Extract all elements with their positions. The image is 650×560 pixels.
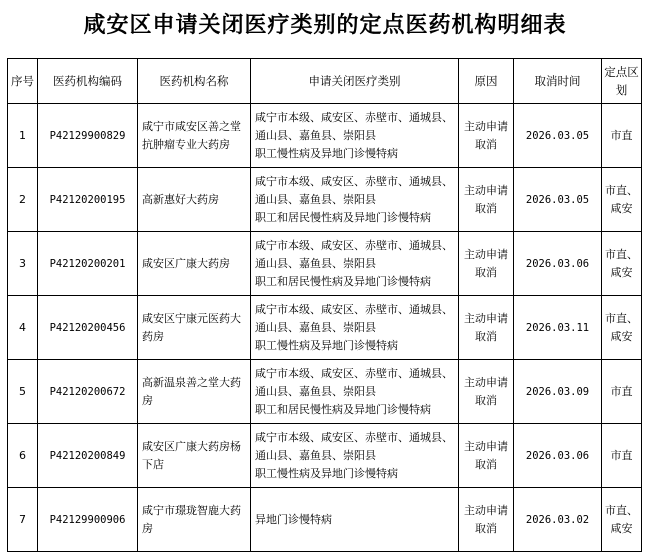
detail-table — [7, 58, 642, 552]
table-row — [8, 488, 642, 552]
cell-reason: 主动申请取消 — [459, 296, 514, 360]
cell-cancel-time: 2026.03.11 — [514, 296, 602, 360]
cell-reason: 主动申请取消 — [459, 168, 514, 232]
cell-reason: 主动申请取消 — [459, 360, 514, 424]
header-cancel-time: 取消时间 — [514, 59, 602, 104]
cell-code: P42120200201 — [38, 232, 138, 296]
table-row — [8, 232, 642, 296]
cell-reason: 主动申请取消 — [459, 488, 514, 552]
cell-code: P42120200849 — [38, 424, 138, 488]
header-category: 申请关闭医疗类别 — [251, 59, 459, 104]
cell-reason: 主动申请取消 — [459, 232, 514, 296]
table-row — [8, 360, 642, 424]
cell-category — [251, 424, 459, 488]
category-line: 职工慢性病及异地门诊慢特病 — [255, 146, 398, 160]
category-line: 咸宁市本级、咸安区、赤壁市、通城县、 — [255, 110, 453, 124]
page-title: 咸安区申请关闭医疗类别的定点医药机构明细表 — [83, 13, 567, 38]
cell-code: P42129900906 — [38, 488, 138, 552]
category-line: 咸宁市本级、咸安区、赤壁市、通城县、 — [255, 302, 453, 316]
cell-cancel-time: 2026.03.05 — [514, 104, 602, 168]
cell-code: P42129900829 — [38, 104, 138, 168]
category-line: 通山县、嘉鱼县、崇阳县 — [255, 448, 376, 462]
header-seq: 序号 — [8, 59, 38, 104]
header-name: 医药机构名称 — [138, 59, 251, 104]
cell-seq: 4 — [8, 296, 38, 360]
cell-district: 市直 — [602, 104, 642, 168]
header-code: 医药机构编码 — [38, 59, 138, 104]
table-row — [8, 104, 642, 168]
cell-reason: 主动申请取消 — [459, 104, 514, 168]
category-line: 咸宁市本级、咸安区、赤壁市、通城县、 — [255, 430, 453, 444]
category-line: 通山县、嘉鱼县、崇阳县 — [255, 384, 376, 398]
cell-district: 市直 — [602, 424, 642, 488]
cell-category — [251, 104, 459, 168]
cell-name: 咸宁市咸安区善之堂抗肿瘤专业大药房 — [138, 104, 251, 168]
category-line: 职工和居民慢性病及异地门诊慢特病 — [255, 274, 431, 288]
cell-seq: 6 — [8, 424, 38, 488]
cell-district: 市直、咸安 — [602, 168, 642, 232]
cell-cancel-time: 2026.03.09 — [514, 360, 602, 424]
category-line: 职工慢性病及异地门诊慢特病 — [255, 466, 398, 480]
cell-code: P42120200456 — [38, 296, 138, 360]
cell-code: P42120200195 — [38, 168, 138, 232]
category-line: 职工和居民慢性病及异地门诊慢特病 — [255, 402, 431, 416]
category-line: 职工慢性病及异地门诊慢特病 — [255, 338, 398, 352]
cell-cancel-time: 2026.03.02 — [514, 488, 602, 552]
cell-seq: 7 — [8, 488, 38, 552]
category-line: 异地门诊慢特病 — [255, 512, 332, 526]
table-row — [8, 296, 642, 360]
cell-name: 咸安区宁康元医药大药房 — [138, 296, 251, 360]
cell-cancel-time: 2026.03.06 — [514, 232, 602, 296]
cell-code: P42120200672 — [38, 360, 138, 424]
cell-category — [251, 232, 459, 296]
category-line: 职工和居民慢性病及异地门诊慢特病 — [255, 210, 431, 224]
cell-seq: 2 — [8, 168, 38, 232]
cell-seq: 3 — [8, 232, 38, 296]
category-line: 通山县、嘉鱼县、崇阳县 — [255, 256, 376, 270]
cell-seq: 1 — [8, 104, 38, 168]
category-line: 通山县、嘉鱼县、崇阳县 — [255, 192, 376, 206]
cell-district: 市直 — [602, 360, 642, 424]
category-line: 通山县、嘉鱼县、崇阳县 — [255, 320, 376, 334]
cell-name: 咸安区广康大药房 — [138, 232, 251, 296]
category-line: 咸宁市本级、咸安区、赤壁市、通城县、 — [255, 174, 453, 188]
cell-name: 高新温泉善之堂大药房 — [138, 360, 251, 424]
table-row — [8, 168, 642, 232]
cell-category — [251, 488, 459, 552]
cell-cancel-time: 2026.03.05 — [514, 168, 602, 232]
table-body — [8, 104, 642, 552]
table-header-row — [8, 59, 642, 104]
cell-category — [251, 360, 459, 424]
cell-category — [251, 168, 459, 232]
cell-cancel-time: 2026.03.06 — [514, 424, 602, 488]
table-row — [8, 424, 642, 488]
header-district: 定点区划 — [602, 59, 642, 104]
category-line: 咸宁市本级、咸安区、赤壁市、通城县、 — [255, 238, 453, 252]
cell-name: 咸安区广康大药房杨下店 — [138, 424, 251, 488]
cell-district: 市直、咸安 — [602, 488, 642, 552]
category-line: 通山县、嘉鱼县、崇阳县 — [255, 128, 376, 142]
cell-district: 市直、咸安 — [602, 296, 642, 360]
cell-seq: 5 — [8, 360, 38, 424]
header-reason: 原因 — [459, 59, 514, 104]
cell-category — [251, 296, 459, 360]
category-line: 咸宁市本级、咸安区、赤壁市、通城县、 — [255, 366, 453, 380]
cell-name: 咸宁市璟珑智鹿大药房 — [138, 488, 251, 552]
cell-name: 高新惠好大药房 — [138, 168, 251, 232]
cell-reason: 主动申请取消 — [459, 424, 514, 488]
cell-district: 市直、咸安 — [602, 232, 642, 296]
